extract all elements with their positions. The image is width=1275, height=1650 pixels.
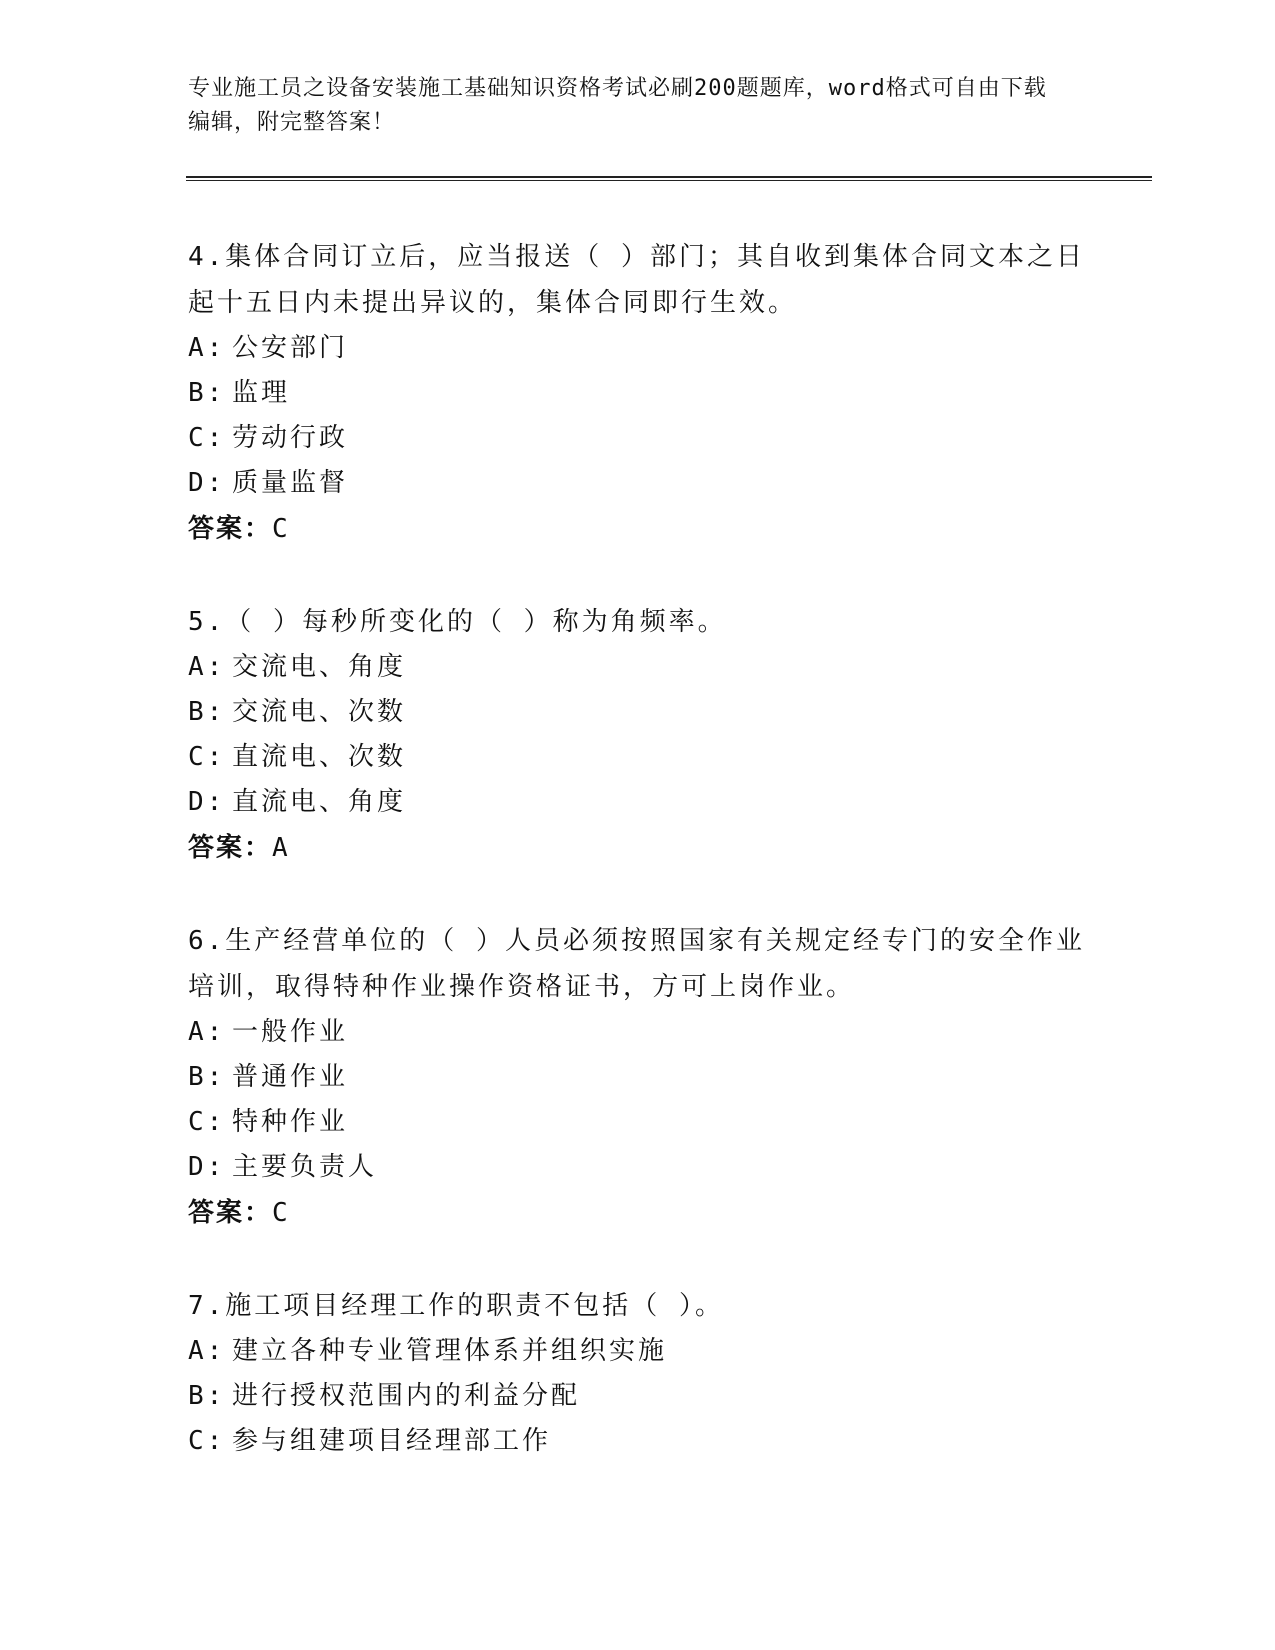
option-text: 交流电、次数 <box>232 697 407 727</box>
option-letter: D: <box>188 468 226 498</box>
option-text: 质量监督 <box>232 468 349 498</box>
question-6 <box>188 918 1088 1236</box>
option-d <box>188 461 1088 506</box>
question-4 <box>188 234 1088 552</box>
answer-line <box>188 506 1088 552</box>
option-letter: A: <box>188 333 226 363</box>
question-stem: 4.集体合同订立后，应当报送（ ）部门；其自收到集体合同文本之日起十五日内未提出异议的，集体合同即行生效。 <box>188 242 1085 318</box>
option-letter: C: <box>188 742 226 772</box>
question-list <box>188 234 1088 1511</box>
option-text: 交流电、角度 <box>232 652 407 682</box>
option-c <box>188 416 1088 461</box>
document-header: 专业施工员之设备安装施工基础知识资格考试必刷200题题库，word格式可自由下载编辑，附完整答案！ <box>188 76 1047 135</box>
option-text: 公安部门 <box>232 333 349 363</box>
answer-line <box>188 825 1088 871</box>
option-text: 监理 <box>232 378 291 408</box>
option-a <box>188 645 1088 690</box>
option-letter: D: <box>188 787 226 817</box>
option-a <box>188 1329 1088 1374</box>
option-letter: B: <box>188 378 226 408</box>
option-a <box>188 1010 1088 1055</box>
question-stem: 6.生产经营单位的（ ）人员必须按照国家有关规定经专门的安全作业培训，取得特种作业操作资格证书，方可上岗作业。 <box>188 926 1085 1002</box>
option-text: 主要负责人 <box>232 1152 378 1182</box>
option-b <box>188 1374 1088 1419</box>
option-b <box>188 371 1088 416</box>
option-a <box>188 326 1088 371</box>
option-letter: A: <box>188 652 226 682</box>
option-letter: C: <box>188 1426 226 1456</box>
question-7 <box>188 1283 1088 1464</box>
header-divider <box>186 176 1152 181</box>
option-b <box>188 1055 1088 1100</box>
option-text: 劳动行政 <box>232 423 349 453</box>
answer-value: C <box>272 1198 290 1228</box>
answer-value: C <box>272 514 290 544</box>
option-letter: C: <box>188 1107 226 1137</box>
answer-label: 答案： <box>188 833 273 863</box>
option-text: 直流电、次数 <box>232 742 407 772</box>
option-text: 普通作业 <box>232 1062 349 1092</box>
option-letter: C: <box>188 423 226 453</box>
answer-line <box>188 1190 1088 1236</box>
option-letter: A: <box>188 1017 226 1047</box>
option-d <box>188 780 1088 825</box>
answer-value: A <box>272 833 290 863</box>
question-stem: 5.（ ）每秒所变化的（ ）称为角频率。 <box>188 607 727 637</box>
option-letter: B: <box>188 1381 226 1411</box>
option-c <box>188 735 1088 780</box>
question-stem: 7.施工项目经理工作的职责不包括（ ）。 <box>188 1291 724 1321</box>
option-text: 一般作业 <box>232 1017 349 1047</box>
option-c <box>188 1100 1088 1145</box>
option-text: 进行授权范围内的利益分配 <box>232 1381 581 1411</box>
option-c <box>188 1419 1088 1464</box>
option-text: 特种作业 <box>232 1107 349 1137</box>
option-text: 参与组建项目经理部工作 <box>232 1426 552 1456</box>
option-text: 直流电、角度 <box>232 787 407 817</box>
option-text: 建立各种专业管理体系并组织实施 <box>232 1336 668 1366</box>
option-letter: D: <box>188 1152 226 1182</box>
option-letter: B: <box>188 1062 226 1092</box>
answer-label: 答案： <box>188 514 273 544</box>
question-5 <box>188 599 1088 871</box>
option-letter: A: <box>188 1336 226 1366</box>
option-letter: B: <box>188 697 226 727</box>
option-d <box>188 1145 1088 1190</box>
answer-label: 答案： <box>188 1198 273 1228</box>
option-b <box>188 690 1088 735</box>
